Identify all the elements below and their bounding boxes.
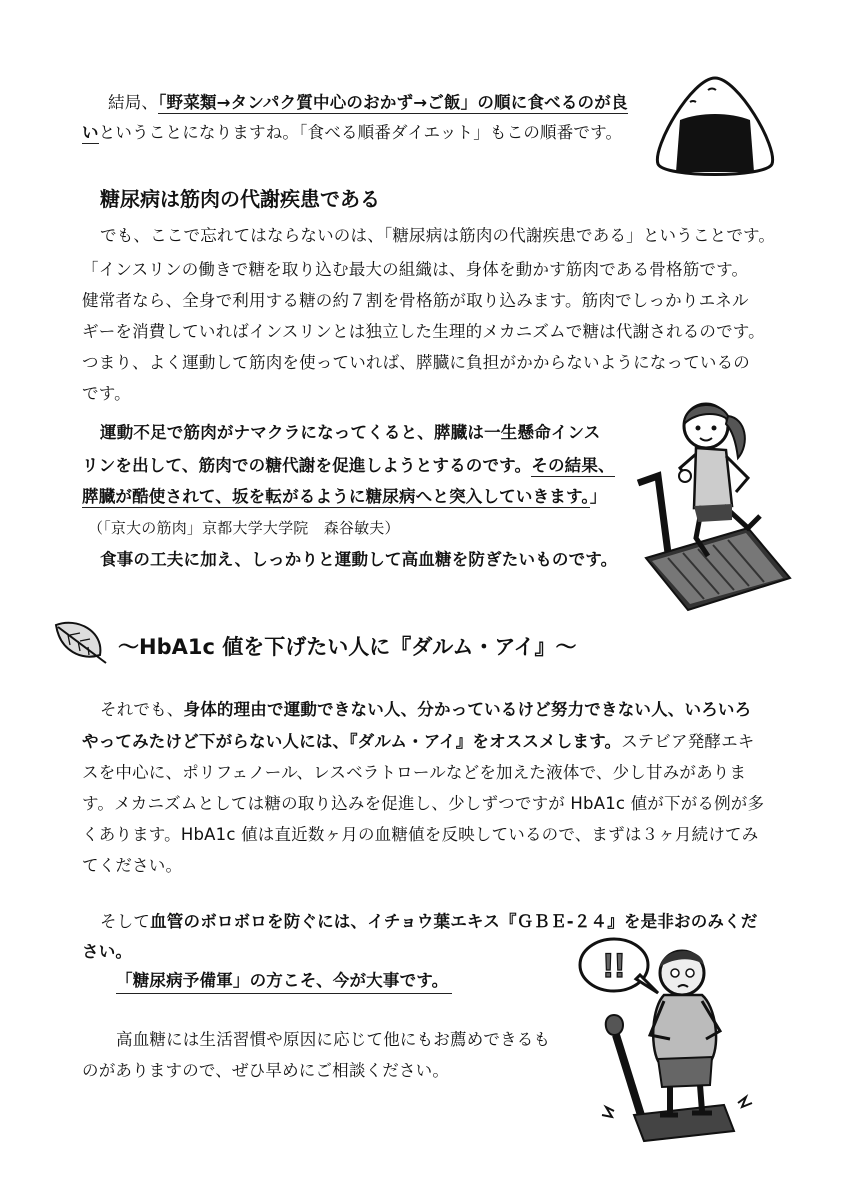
man-on-scale-illustration — [574, 935, 764, 1150]
s2-para3-line2: のがありますので、ぜひ早めにご相談ください。 — [82, 1061, 450, 1080]
section1-title: 糖尿病は筋肉の代謝疾患である — [100, 187, 380, 211]
s2-para2-line3: 「糖尿病予備軍」の方こそ、今が大事です。 — [116, 971, 449, 990]
s1-para2-line3: 膵臓が酷使されて、坂を転がるように糖尿病へと突入していきます。」 — [82, 487, 607, 506]
leaf-icon — [52, 617, 110, 667]
s1-para1-line: でも、ここで忘れてはならないのは、「糖尿病は筋肉の代謝疾患である」ということです。 — [100, 226, 776, 245]
section2-title: ～HbA1c 値を下げたい人に『ダルム・アイ』～ — [118, 635, 577, 659]
bubble-text: !! — [602, 947, 626, 985]
s2-para1-line1: それでも、身体的理由で運動できない人、分かっているけど努力できない人、いろいろ — [100, 700, 752, 719]
s2-para1-line3: スを中心に、ポリフェノール、レスベラトロールなどを加えた液体で、少し甘みがありま — [82, 763, 747, 782]
intro-emphasis: 「野菜類→タンパク質中心のおかず→ご飯」の順に食べるのが良 — [158, 93, 628, 112]
s2-para1-line5: くあります。HbA1c 値は直近数ヶ月の血糖値を反映しているので、まずは３ヶ月続けてみ — [82, 825, 759, 844]
s1-para2-line1: 運動不足で筋肉がナマクラになってくると、膵臓は一生懸命インス — [100, 423, 601, 442]
s1-para1-line: 健常者なら、全身で利用する糖の約７割を骨格筋が取り込みます。筋肉でしっかりエネル — [82, 291, 749, 310]
s2-para3-line1: 高血糖には生活習慣や原因に応じて他にもお薦めできるも — [116, 1030, 551, 1049]
s2-para2-line2: さい。 — [82, 942, 133, 961]
intro-line-2: いということになりますね。「食べる順番ダイエット」もこの順番です。 — [82, 123, 623, 142]
underline — [116, 993, 452, 994]
s1-para1-line: つまり、よく運動して筋肉を使っていれば、膵臓に負担がかからないようになっているの — [82, 353, 750, 372]
s2-para1-line2: やってみたけど下がらない人には、『ダルム・アイ』をオススメします。ステビア発酵エキ — [82, 732, 755, 751]
s2-para1-line4: す。メカニズムとしては糖の取り込みを促進し、少しずつですが HbA1c 値が下がる例が多 — [82, 794, 765, 813]
onigiri-illustration — [650, 72, 780, 182]
s1-para2-line2: リンを出して、筋肉での糖代謝を促進しようとするのです。その結果、 — [82, 456, 615, 475]
s1-para1-line: です。 — [82, 384, 131, 403]
citation: （「京大の筋肉」京都大学大学院 森谷敏夫） — [88, 519, 400, 537]
s2-para1-line6: てください。 — [82, 856, 183, 875]
s1-closing: 食事の工夫に加え、しっかりと運動して高血糖を防ぎたいものです。 — [100, 550, 618, 569]
s1-para1-line: 「インスリンの働きで糖を取り込む最大の組織は、身体を動かす筋肉である骨格筋です。 — [82, 260, 749, 279]
s2-para2-line1: そして血管のボロボロを防ぐには、イチョウ葉エキス『ＧＢＥ-２４』を是非おのみくだ — [100, 912, 758, 931]
intro-line-1: 結局、「野菜類→タンパク質中心のおかず→ご飯」の順に食べるのが良 — [108, 93, 628, 112]
s1-para1-line: ギーを消費していればインスリンとは独立した生理的メカニズムで糖は代謝されるのです。 — [82, 322, 765, 341]
treadmill-runner-illustration — [628, 388, 803, 613]
